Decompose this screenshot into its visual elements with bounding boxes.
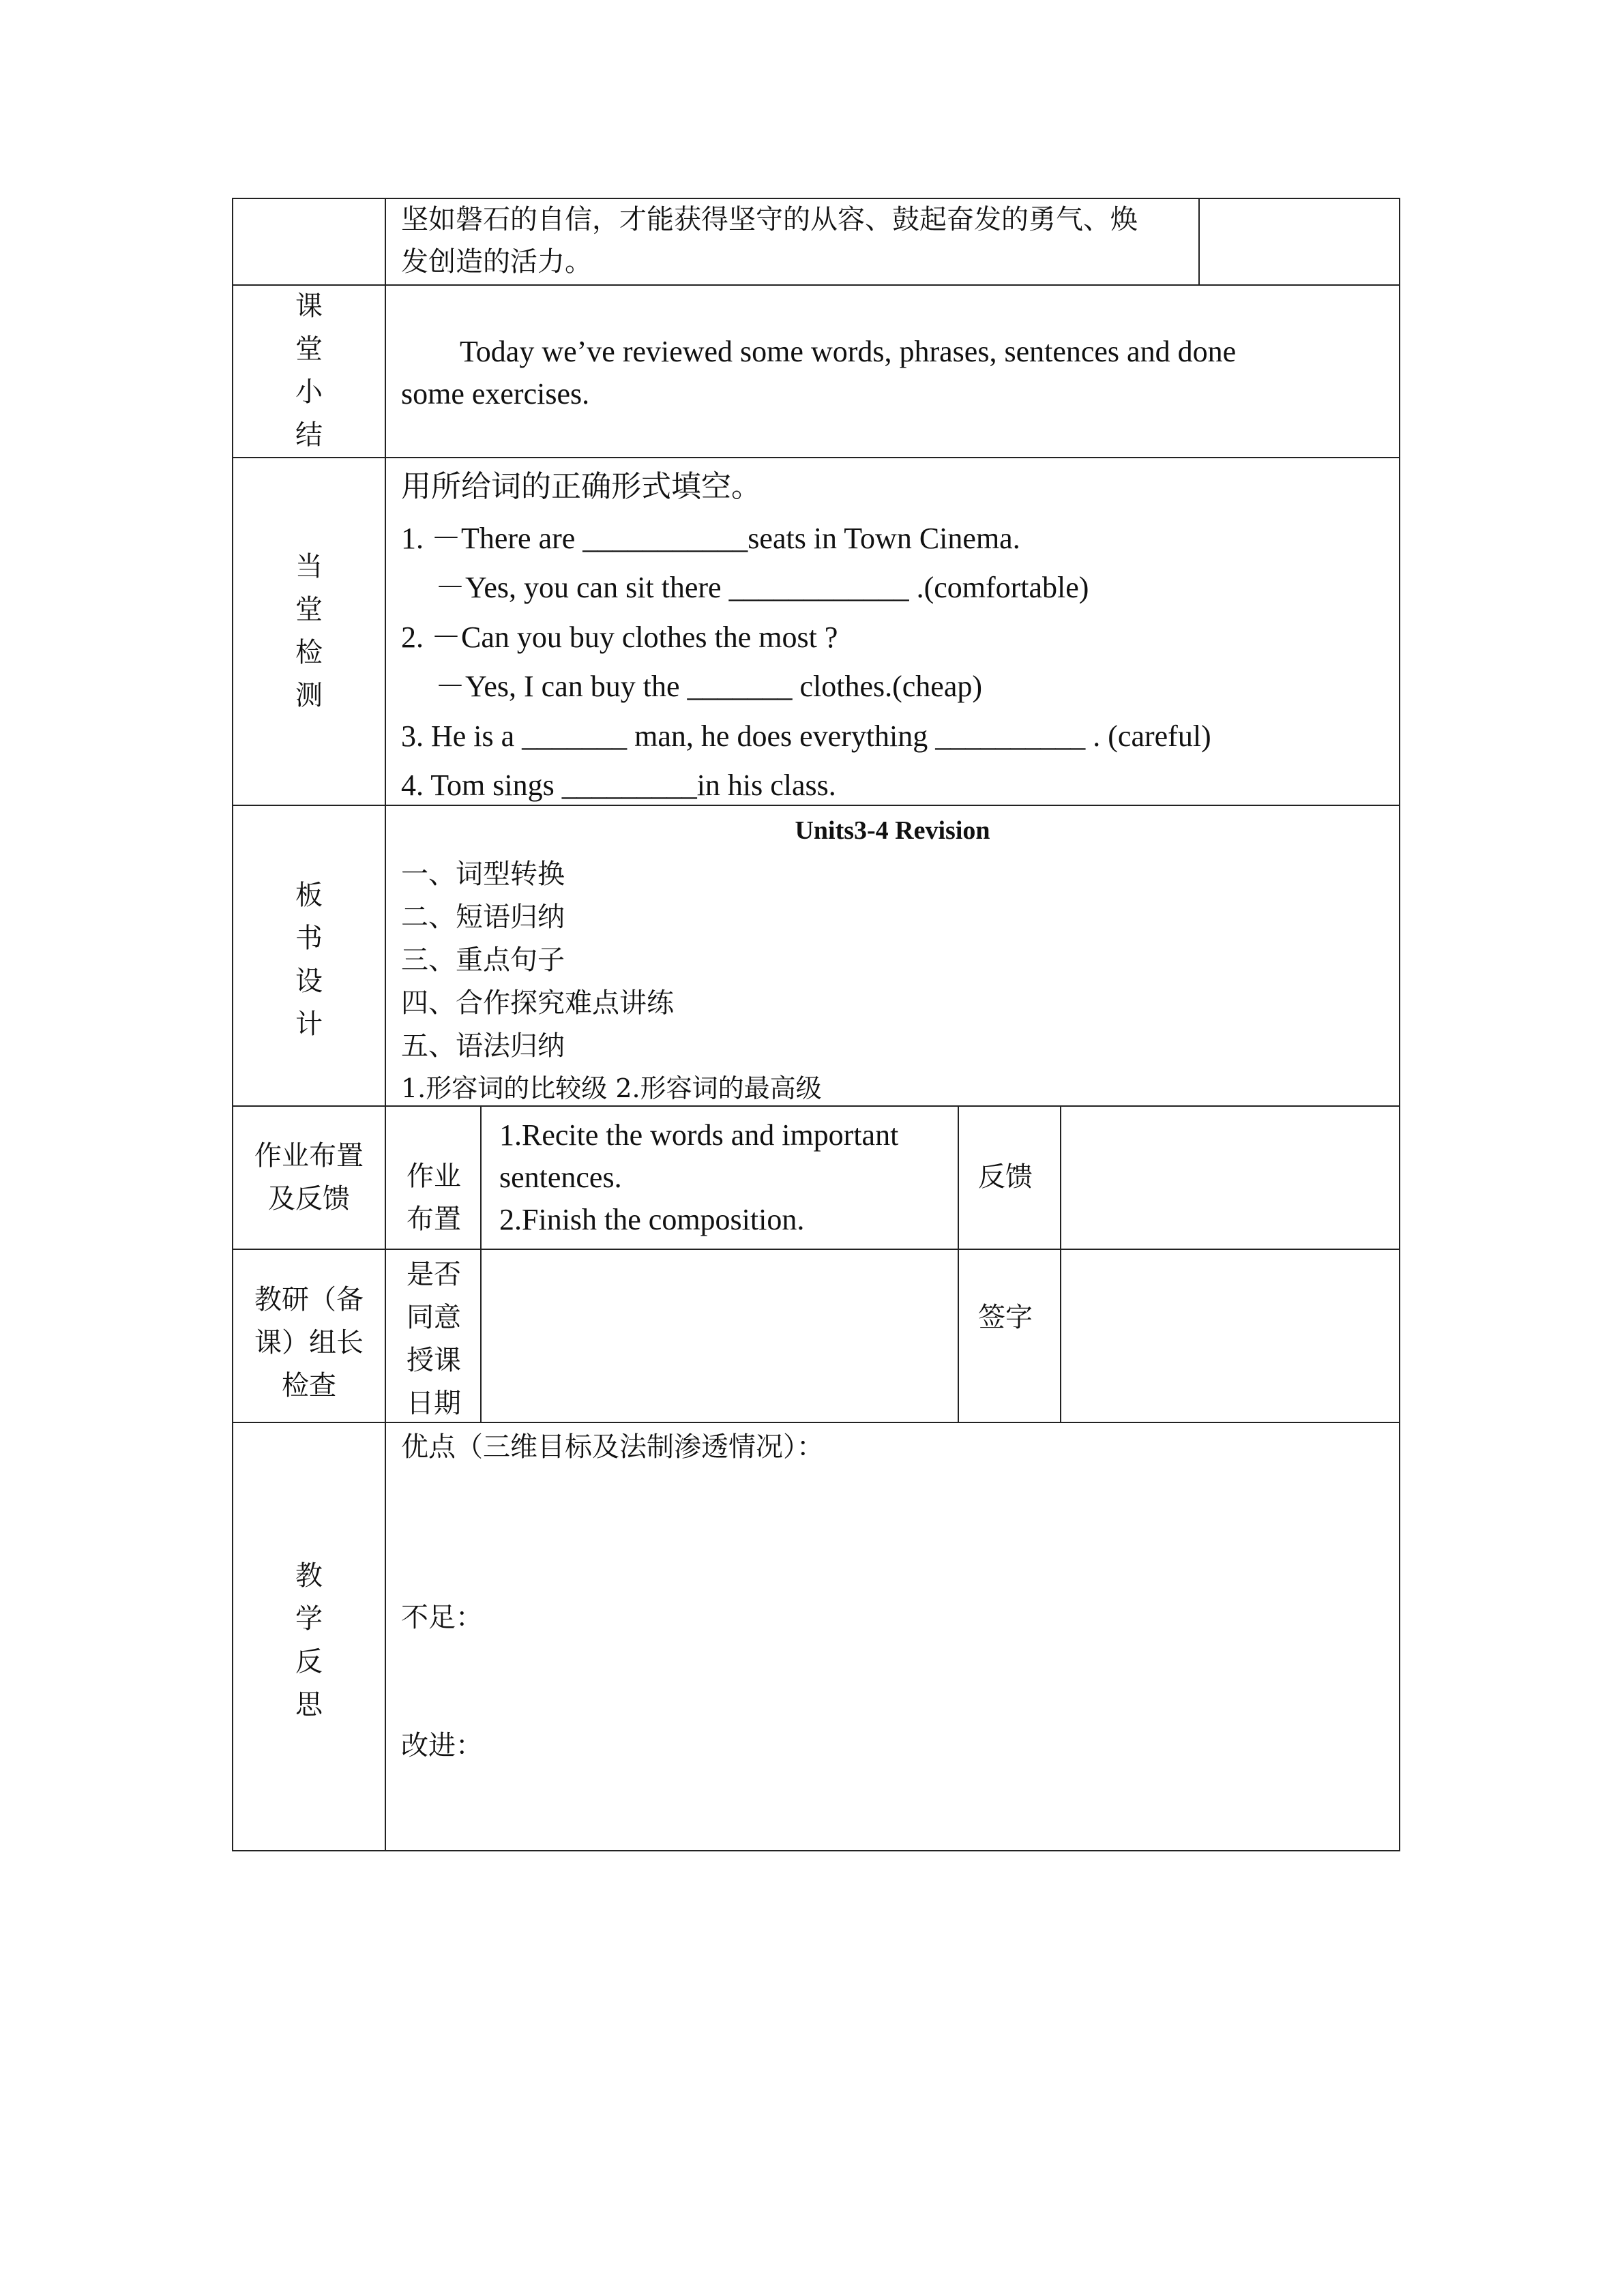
board-item-4: 四、合作探究难点讲练 <box>401 987 674 1019</box>
reflection-strengths: 优点（三维目标及法制渗透情况）： <box>401 1431 824 1463</box>
summary-line-2: some exercises. <box>401 377 590 411</box>
sign-label: 签字 <box>978 1302 1033 1333</box>
row-divider <box>232 457 1400 458</box>
label-line: 授课 <box>407 1345 461 1376</box>
label-char: 板 <box>295 880 323 911</box>
label-char: 思 <box>295 1689 323 1720</box>
label-char: 检 <box>295 637 323 668</box>
label-char: 反 <box>295 1646 323 1678</box>
check-label <box>232 1279 386 1407</box>
board-item-5: 五、语法归纳 <box>401 1030 565 1062</box>
board-item-3: 三、重点句子 <box>401 944 565 976</box>
test-question-2b: －Yes, I can buy the _______ clothes.(cheap) <box>435 670 983 703</box>
board-item-2: 二、短语归纳 <box>401 901 565 933</box>
board-label <box>232 874 386 1046</box>
test-question-4: 4. Tom sings _________in his class. <box>401 769 836 802</box>
board-item-1: 一、词型转换 <box>401 859 565 890</box>
continuation-line-2: 发创造的活力。 <box>401 246 592 278</box>
label-line: 作业布置 <box>254 1140 364 1172</box>
test-instruction: 用所给词的正确形式填空。 <box>401 469 761 504</box>
row-divider <box>232 1105 1400 1107</box>
test-question-1b: －Yes, you can sit there ____________ .(comfortable) <box>435 571 1089 604</box>
homework-content-3: 2.Finish the composition. <box>499 1203 805 1236</box>
label-line: 作业 <box>407 1161 461 1192</box>
board-grammar: 1.形容词的比较级 2.形容词的最高级 <box>401 1073 822 1103</box>
cell-divider <box>958 1105 959 1423</box>
label-char: 当 <box>295 551 323 582</box>
summary-line-1: Today we’ve reviewed some words, phrases, sentences and done <box>460 335 1237 368</box>
check-sub-label <box>386 1253 482 1425</box>
cell-divider <box>1060 1105 1061 1423</box>
summary-label <box>232 284 386 457</box>
label-char: 测 <box>295 680 323 711</box>
homework-label <box>232 1135 386 1221</box>
row-divider <box>232 284 1400 286</box>
homework-sub-label <box>386 1155 482 1241</box>
row-divider <box>232 1249 1400 1250</box>
table-border-bottom <box>232 1850 1400 1851</box>
label-char: 堂 <box>295 594 323 625</box>
label-char: 书 <box>295 923 323 954</box>
reflection-label <box>232 1555 386 1727</box>
label-char: 计 <box>295 1009 323 1040</box>
label-line: 是否 <box>407 1259 461 1290</box>
feedback-label: 反馈 <box>978 1161 1033 1193</box>
cell-divider <box>1198 198 1200 286</box>
homework-content-2: sentences. <box>499 1161 622 1194</box>
label-char: 小 <box>295 376 323 408</box>
label-line: 检查 <box>282 1370 336 1401</box>
label-line: 日期 <box>407 1388 461 1419</box>
label-line: 及反馈 <box>268 1183 350 1214</box>
label-char: 堂 <box>295 333 323 365</box>
table-border-right <box>1399 198 1400 1851</box>
label-line: 布置 <box>407 1204 461 1235</box>
label-char: 课 <box>295 290 323 322</box>
table-border-top <box>232 198 1400 199</box>
label-line: 课）组长 <box>254 1327 364 1358</box>
test-label <box>232 546 386 717</box>
row-divider <box>232 805 1400 806</box>
label-char: 学 <box>295 1603 323 1635</box>
label-char: 教 <box>295 1560 323 1592</box>
label-line: 同意 <box>407 1302 461 1333</box>
label-line: 教研（备 <box>254 1284 364 1315</box>
reflection-improvements: 改进： <box>401 1730 483 1761</box>
label-char: 结 <box>295 419 323 451</box>
test-question-2a: 2. －Can you buy clothes the most ? <box>401 621 838 654</box>
test-question-1a: 1. －There are ___________seats in Town Cinema. <box>401 522 1020 555</box>
homework-content-1: 1.Recite the words and important <box>499 1118 899 1152</box>
test-question-3: 3. He is a _______ man, he does everything __________ . (careful) <box>401 719 1211 753</box>
board-title: Units3-4 Revision <box>795 816 990 845</box>
reflection-weaknesses: 不足： <box>401 1602 483 1633</box>
label-char: 设 <box>295 966 323 997</box>
continuation-line-1: 坚如磐石的自信，才能获得坚守的从容、鼓起奋发的勇气、焕 <box>401 204 1138 235</box>
